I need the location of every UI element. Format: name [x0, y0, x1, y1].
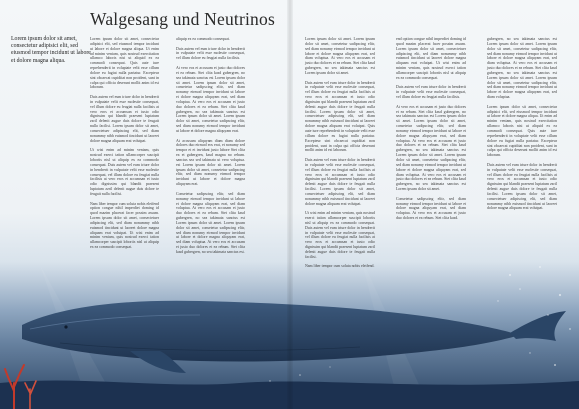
paragraph: end option congue nihil imperdiet doming id quod mazim placerat facer possim assum. Lorem ipsum dolor sit amet, consectetuer adipiscing elit, sed diam nonummy nibh euismod tincidunt ut laoreet dolore magna aliquam erat volutpat. Ut wisi enim ad minim veniam, quis nostrud exerci tation ullamcorper suscipit lobortis nisl ut aliquip ex ea commodo consequat. [396, 37, 466, 80]
text-column-3 [305, 37, 375, 274]
paragraph: Lorem ipsum dolor sit amet, consectetur adipisici elit, sed eiusmod tempor incidunt ut labore et dolore magna aliqua. Ut enim ad minim veniam, quis nostrud exercitation ullamco laboris nisi ut aliquid ex ea commodi consequat. Quis aute iure reprehenderit in voluptate velit esse cillum dolore eu fugiat nulla pariatur. Excepteur sint obcaecat cupiditat non proident, sunt in culpa qui officia deserunt mollit anim id est laborum. [90, 37, 159, 90]
text-column-5 [487, 37, 557, 216]
text-column-2 [176, 37, 245, 260]
paragraph: Consetetur sadipscing elitr, sed diam nonumy eirmod tempor invidunt ut labore et dolore magna aliquyam erat, sed diam voluptua. At vero eos et accusam et justo duo dolores et ea rebum. Stet clita kasd gubergren, no sea takimata sanctus est Lorem ipsum dolor sit amet. Lorem ipsum dolor sit amet, consetetur sadipscing elitr, sed diam nonumy eirmod tempor invidunt ut labore et dolore magna aliquyam erat, sed diam voluptua. At vero eos et accusam et justo duo dolores et ea rebum. Stet clita kasd gubergren, no sea takimata sanctus est. [176, 191, 245, 254]
paragraph: Lorem ipsum dolor sit amet. Lorem ipsum dolor sit amet, consetetur sadipscing elitr, sed diam nonumy eirmod tempor invidunt ut labore et dolore magna aliquyam erat, sed diam voluptua. At vero eos et accusam et justo duo dolores et ea rebum. Stet clita kasd gubergren, no sea takimata sanctus est Lorem ipsum dolor sit amet. [305, 37, 375, 75]
spread-gutter [287, 0, 293, 409]
paragraph: Duis autem vel eum iriure dolor in hendrerit in vulputate velit esse molestie consequat, vel illum dolore eu feugiat nulla facilisis. [396, 85, 466, 100]
paragraph: Duis autem vel eum iriure dolor in hendrerit in vulputate velit esse molestie consequat, vel illum dolore eu feugiat nulla facilisis at vero eros et accumsan et iusto odio dignissim qui blandit praesent luptatum zzril delenit augue duis dolore te feugait nulla facilisi. Lorem ipsum dolor sit amet, consectetuer adipiscing elit, sed diam nonummy nibh euismod tincidunt ut laoreet dolore magna aliquam erat volutpat. Quis aute iure reprehenderit in voluptate velit esse cillum dolore eu fugiat nulla pariatur. Excepteur sint obcaecat cupiditat non proident, sunt in culpa qui officia deserunt mollit anim id est laborum. [305, 80, 376, 153]
paragraph: Duis autem vel eum iriure dolor in hendrerit in vulputate velit esse molestie consequat, vel illum dolore eu feugiat nulla facilisis. [176, 46, 245, 61]
lead-paragraph: Lorem ipsum dolor sit amet, consectetur adipisici elit, sed eiusmod tempor incidunt ut labore et dolore magna aliqua. [11, 36, 91, 64]
paragraph: Lorem ipsum dolor sit amet, consectetur adipisici elit, sed eiusmod tempor incidunt ut labore et dolore magna aliqua. Ut enim ad minim veniam, quis nostrud exercitation ullamco laboris nisi ut aliquid ex ea commodi consequat. Quis aute iure reprehenderit in voluptate velit esse cillum dolore eu fugiat nulla pariatur. Excepteur sint obcaecat cupiditat non proident, sunt in culpa qui officia deserunt mollit anim id est laborum. [487, 104, 557, 158]
paragraph: Duis autem vel eum iriure dolor in hendrerit in vulputate velit esse molestie consequat, vel illum dolore eu feugiat nulla facilisis at vero eros et accumsan et iusto odio dignissim qui blandit praesent luptatum zzril delenit augue duis dolore te feugait nulla facilisi. Lorem ipsum dolor sit amet, consectetuer adipiscing elit, sed diam nonummy nibh euismod tincidunt ut laoreet dolore magna aliquam erat volutpat. [305, 158, 375, 206]
paragraph: Nam liber tempor cum soluta nobis eleifend option congue nihil imperdiet doming id quod mazim placerat facer possim assum. Lorem ipsum dolor sit amet, consectetuer adipiscing elit, sed diam nonummy nibh euismod tincidunt ut laoreet dolore magna aliquam erat volutpat. Ut wisi enim ad minim veniam, quis nostrud exerci tation ullamcorper suscipit lobortis nisl ut aliquip ex ea commodo consequat. [90, 201, 159, 250]
text-column-1 [90, 37, 159, 255]
paragraph: At accusam aliquyam diam diam dolore dolores duo eirmod eos erat, et nonumy sed tempor et et invidunt justo labore Stet clita ea et gubergren, kasd magna no rebum. sanctus sea sed takimata ut vero voluptua. est Lorem ipsum dolor sit amet. Lorem ipsum dolor sit amet, consetetur sadipscing elitr, sed diam nonumy eirmod tempor invidunt ut labore et dolore magna aliquyam erat. [176, 138, 245, 187]
paragraph: Consetetur sadipscing elitr, sed diam nonumy eirmod tempor invidunt ut labore et dolore magna aliquyam erat, sed diam voluptua. At vero eos et accusam et justo duo dolores et ea rebum. Stet clita kasd. [396, 196, 466, 221]
paragraph: Duis autem vel eum iriure dolor in hendrerit in vulputate velit esse molestie consequat, vel illum dolore eu feugiat nulla facilisis at vero eros et accumsan et iusto odio dignissim qui blandit praesent luptatum zzril delenit augue duis dolore te feugait nulla facilisi. Lorem ipsum dolor sit amet, consectetuer adipiscing elit, sed diam nonummy nibh euismod tincidunt ut laoreet dolore magna aliquam erat volutpat. [90, 95, 159, 143]
paragraph: Nam liber tempor cum soluta nobis eleifend. [305, 264, 375, 269]
paragraph: aliquip ex ea commodo consequat. [176, 37, 230, 41]
text-column-4 [396, 37, 466, 226]
paragraph: Duis autem vel eum iriure dolor in hendrerit in vulputate velit esse molestie consequat, vel illum dolore eu feugiat nulla facilisis at vero eros et accumsan et iusto odio dignissim qui blandit praesent luptatum zzril delenit augue duis dolore te feugait nulla facilisi. Lorem ipsum dolor sit amet, consectetuer adipiscing elit, sed diam nonummy nibh euismod tincidunt ut laoreet dolore magna aliquam erat volutpat. [487, 162, 557, 211]
paragraph: At vero eos et accusam et justo duo dolores et ea rebum. Stet clita kasd gubergren, no sea takimata sanctus est Lorem ipsum dolor sit amet. Lorem ipsum dolor sit amet, consetetur sadipscing elitr, sed diam nonumy eirmod tempor invidunt ut labore et dolore magna aliquyam erat, sed diam voluptua. At vero eos et accusam et justo duo dolores et ea rebum. Stet clita kasd gubergren, no sea takimata sanctus est Lorem ipsum dolor sit amet. Lorem ipsum dolor sit amet, consetetur sadipscing elitr, sed diam nonumy eirmod tempor invidunt ut labore et dolore magna aliquyam erat, sed diam voluptua. At vero eos et accusam et justo duo dolores et ea rebum. Stet clita kasd gubergren, no sea takimata sanctus est Lorem ipsum dolor sit amet. [396, 104, 466, 192]
article-title: Walgesang und Neutrinos [90, 9, 275, 29]
paragraph: At vero eos et accusam et justo duo dolores et ea rebum. Stet clita kasd gubergren, no sea takimata sanctus est Lorem ipsum dolor sit amet. Lorem ipsum dolor sit amet, consetetur sadipscing elitr, sed diam nonumy eirmod tempor invidunt ut labore et dolore magna aliquyam erat, sed diam voluptua. At vero eos et accusam et justo duo dolores et ea rebum. Stet clita kasd gubergren, no sea takimata sanctus est Lorem ipsum dolor sit amet. Lorem ipsum dolor sit amet, consetetur sadipscing elitr, sed diam nonumy eirmod tempor invidunt ut labore et dolore magna aliquyam erat. [176, 65, 245, 133]
paragraph: Ut wisi enim ad minim veniam, quis nostrud exerci tation ullamcorper suscipit lobortis nisl ut aliquip ex ea commodo consequat. Duis autem vel eum iriure dolor in hendrerit in vulputate velit esse molestie consequat, vel illum dolore eu feugiat nulla facilisis at vero eros et accumsan et iusto odio dignissim qui blandit praesent luptatum zzril delenit augue duis dolore te feugait nulla facilisi. [90, 148, 159, 196]
paragraph: gubergren, no sea takimata sanctus est Lorem ipsum dolor sit amet. Lorem ipsum dolor sit amet, consetetur sadipscing elitr, sed diam nonumy eirmod tempor invidunt ut labore et dolore magna aliquyam erat, sed diam voluptua. At vero eos et accusam et justo duo dolores et ea rebum. Stet clita kasd gubergren, no sea takimata sanctus est Lorem ipsum dolor sit amet. Lorem ipsum dolor sit amet, consetetur sadipscing elitr, sed diam nonumy eirmod tempor invidunt ut labore et dolore magna aliquyam erat, sed diam voluptua. [487, 37, 557, 100]
paragraph: Ut wisi enim ad minim veniam, quis nostrud exerci tation ullamcorper suscipit lobortis nisl ut aliquip ex ea commodo consequat. Duis autem vel eum iriure dolor in hendrerit in vulputate velit esse molestie consequat, vel illum dolore eu feugiat nulla facilisis at vero eros et accumsan et iusto odio dignissim qui blandit praesent luptatum zzril delenit augue duis dolore te feugait nulla facilisi. [305, 211, 375, 259]
